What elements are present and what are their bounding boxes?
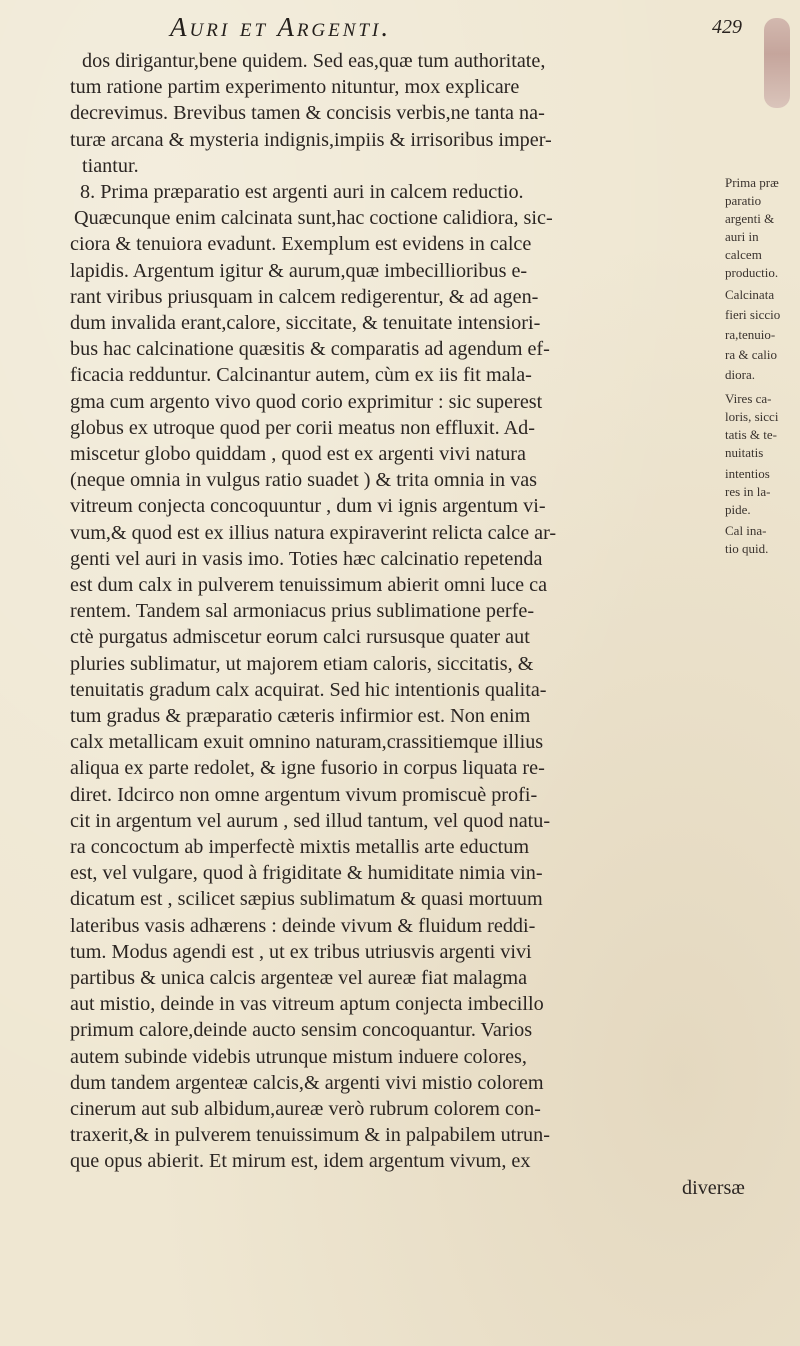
margin-note-line: calcem <box>725 247 762 262</box>
margin-note-line: tatis & te- <box>725 427 777 442</box>
text-line: tum gradus & præparatio cæteris infirmior est. Non enim <box>70 705 531 727</box>
text-line: vitreum conjecta concoquuntur , dum vi ignis argentum vi- <box>70 495 546 518</box>
text-line: primum calore,deinde aucto sensim concoquantur. Varios <box>70 1019 533 1042</box>
margin-note-line: nuitatis <box>725 445 764 460</box>
text-line: cit in argentum vel aurum , sed illud tantum, vel quod natu- <box>70 809 551 832</box>
text-line: turæ arcana & mysteria indignis,impiis & irrisoribus imper- <box>70 128 552 151</box>
margin-note-line: tio quid. <box>725 541 769 556</box>
text-line: tiantur. <box>82 154 139 177</box>
margin-note-line: ra & calio <box>725 347 777 362</box>
text-line: 8. Prima præparatio est argenti auri in calcem reductio. <box>80 181 524 203</box>
text-line: dos dirigantur,bene quidem. Sed eas,quæ tum authoritate, <box>82 50 546 72</box>
text-line: est dum calx in pulverem tenuissimum abierit omni luce ca <box>70 574 548 596</box>
text-line: vum,& quod est ex illius natura expiraverint relicta calce ar- <box>70 521 557 544</box>
text-line: traxerit,& in pulverem tenuissimum & in palpabilem utrun- <box>70 1124 550 1147</box>
margin-note-line: auri in <box>725 229 759 244</box>
text-line: dicatum est , scilicet sæpius sublimatum & quasi mortuum <box>70 888 543 911</box>
text-line: gma cum argento vivo quod corio exprimitur : sic superest <box>70 390 543 413</box>
text-line: ficacia redduntur. Calcinantur autem, cùm ex iis fit mala- <box>70 364 532 387</box>
text-line: diversæ <box>682 1176 745 1199</box>
margin-note-line: Cal ina- <box>725 523 767 538</box>
text-line: ciora & tenuiora evadunt. Exemplum est evidens in calce <box>70 233 532 256</box>
text-line: aliqua ex parte redolet, & igne fusorio in corpus liquata re- <box>70 757 545 780</box>
text-line: (neque omnia in vulgus ratio suadet ) & trita omnia in vas <box>70 469 538 492</box>
text-line: decrevimus. Brevibus tamen & concisis verbis,ne tanta na- <box>70 102 545 125</box>
margin-note-line: res in la- <box>725 484 771 499</box>
text-line: dum tandem argenteæ calcis,& argenti vivi mistio colorem <box>70 1071 544 1094</box>
text-line: diret. Idcirco non omne argentum vivum promiscuè profi- <box>70 783 538 806</box>
margin-note-line: loris, sicci <box>725 409 779 424</box>
margin-note-line: Vires ca- <box>725 391 772 406</box>
margin-note-line: argenti & <box>725 211 775 226</box>
text-line: tum. Modus agendi est , ut ex tribus utriusvis argenti vivi <box>70 940 532 963</box>
page-stain <box>764 18 790 108</box>
margin-note-line: diora. <box>725 367 755 382</box>
text-line: rentem. Tandem sal armoniacus prius sublimatione perfe- <box>70 600 535 623</box>
text-line: partibus & unica calcis argenteæ vel aureæ fiat malagma <box>70 967 528 989</box>
text-line: lapidis. Argentum igitur & aurum,quæ imbecillioribus e- <box>70 259 528 282</box>
margin-note-line: intentios <box>725 466 770 481</box>
text-line: bus hac calcinatione quæsitis & comparatis ad agendum ef- <box>70 338 550 361</box>
text-line: genti vel auri in vasis imo. Toties hæc calcinatio repetenda <box>70 547 543 570</box>
text-line: ra concoctum ab imperfectè mixtis metallis arte eductum <box>70 836 530 858</box>
text-line: dum invalida erant,calore, siccitate, & tenuitate intensiori- <box>70 312 541 334</box>
margin-note-line: Calcinata <box>725 287 775 302</box>
margin-note-line: ra,tenuio- <box>725 327 776 342</box>
text-line: tum ratione partim experimento nituntur, mox explicare <box>70 76 520 99</box>
margin-note-line: paratio <box>725 193 762 208</box>
text-line: globus ex utroque quod per corii meatus non effluxit. Ad- <box>70 416 535 439</box>
margin-note-line: Prima præ <box>725 175 779 190</box>
margin-note-line: fieri siccio <box>725 307 781 322</box>
text-line: est, vel vulgare, quod à frigiditate & humiditate nimia vin- <box>70 862 543 885</box>
page-number: 429 <box>712 16 742 38</box>
text-line: tenuitatis gradum calx acquirat. Sed hic intentionis qualita- <box>70 678 547 701</box>
text-line: cinerum aut sub albidum,aureæ verò rubrum colorem con- <box>70 1098 541 1120</box>
text-line: que opus abierit. Et mirum est, idem argentum vivum, ex <box>70 1150 531 1173</box>
running-title: Auri et Argenti. <box>170 12 392 42</box>
text-line: pluries sublimatur, ut majorem etiam caloris, siccitatis, & <box>70 652 534 675</box>
text-line: ctè purgatus admiscetur eorum calci rursusque quater aut <box>70 626 530 649</box>
margin-note-line: productio. <box>725 265 779 280</box>
text-line: calx metallicam exuit omnino naturam,crassitiemque illius <box>70 731 544 754</box>
text-line: miscetur globo quiddam , quod est ex argenti vivi natura <box>70 443 526 465</box>
text-line: Quæcunque enim calcinata sunt,hac coctione calidiora, sic- <box>74 207 553 230</box>
text-line: lateribus vasis adhærens : deinde vivum & fluidum reddi- <box>70 914 536 937</box>
text-line: autem subinde videbis utrunque mistum induere colores, <box>70 1045 527 1068</box>
text-line: rant viribus priusquam in calcem redigerentur, & ad agen- <box>70 285 539 308</box>
text-line: aut mistio, deinde in vas vitreum aptum conjecta imbecillo <box>70 993 544 1016</box>
margin-note-line: pide. <box>725 502 751 517</box>
